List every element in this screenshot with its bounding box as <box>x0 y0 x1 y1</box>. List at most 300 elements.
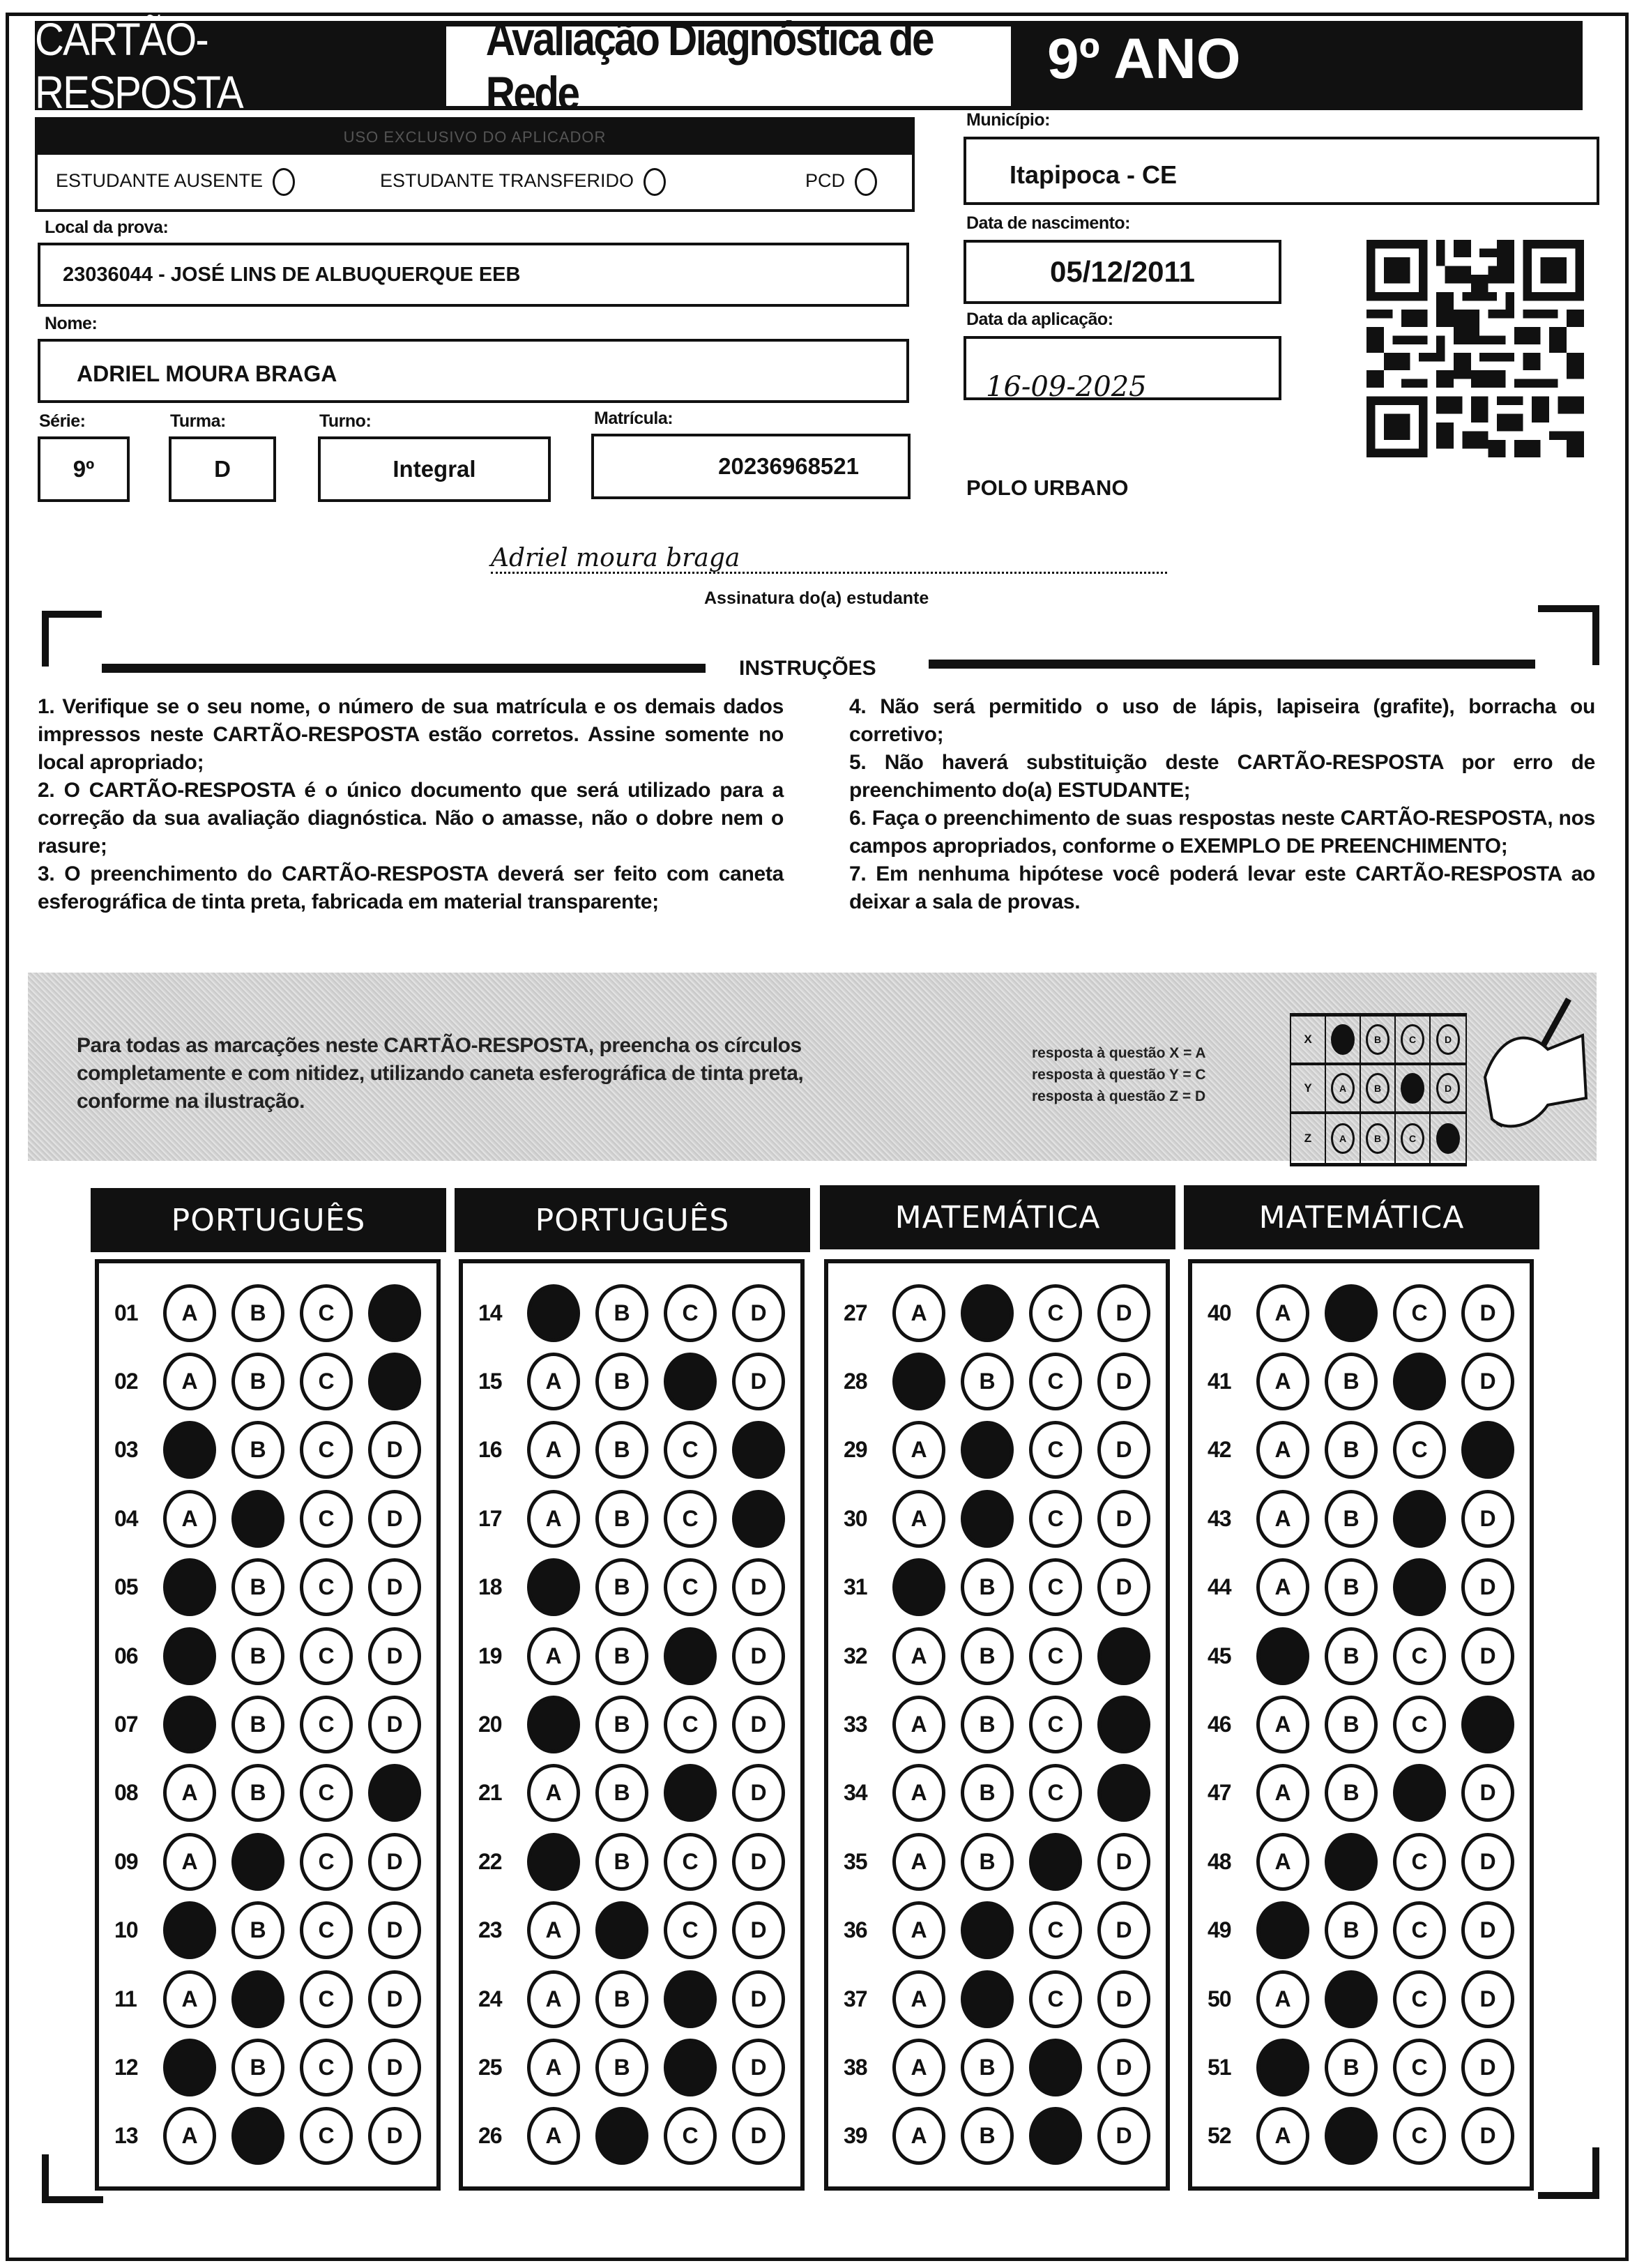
question-number: 38 <box>844 2054 867 2080</box>
answer-bubble-b[interactable]: B <box>961 1764 1014 1822</box>
fill-example-bubble: D <box>1436 1024 1460 1055</box>
answer-bubble-a[interactable]: A <box>527 1764 580 1822</box>
answer-bubble-c[interactable]: C <box>1029 1696 1082 1753</box>
turno-label: Turno: <box>319 411 372 431</box>
fill-example-grid <box>1290 1013 1467 1166</box>
question-row <box>828 1896 1166 1965</box>
answer-bubble-a[interactable]: A <box>1256 2107 1309 2165</box>
answer-bubble-d[interactable]: D <box>368 1558 421 1616</box>
answer-bubble-c[interactable]: C <box>1393 1901 1446 1959</box>
answer-bubble-c[interactable]: C <box>1029 1421 1082 1479</box>
answer-bubble-a[interactable] <box>163 1696 216 1753</box>
question-row <box>99 1553 436 1622</box>
instructions-rule-right <box>929 660 1535 669</box>
answer-bubble-b[interactable] <box>1325 1833 1378 1891</box>
question-row <box>463 1553 800 1622</box>
answer-bubble-a[interactable] <box>163 1558 216 1616</box>
fill-example-bubble: D <box>1436 1073 1460 1104</box>
answer-bubble-b[interactable]: B <box>961 1558 1014 1616</box>
answer-column <box>459 1259 805 2191</box>
absent-checkbox[interactable] <box>273 168 295 196</box>
answer-bubble-b[interactable] <box>1325 1970 1378 2028</box>
answer-bubble-d[interactable]: D <box>1461 1558 1514 1616</box>
answer-bubble-a[interactable]: A <box>163 1764 216 1822</box>
answer-bubble-d[interactable] <box>732 1421 785 1479</box>
answer-bubble-d[interactable]: D <box>368 1833 421 1891</box>
answer-bubble-d[interactable] <box>1461 1421 1514 1479</box>
answer-bubble-c[interactable] <box>664 1353 717 1410</box>
answer-bubble-a[interactable]: A <box>163 1970 216 2028</box>
answer-bubble-b[interactable]: B <box>961 1833 1014 1891</box>
instructions-title: INSTRUÇÕES <box>739 657 876 680</box>
answer-bubble-a[interactable] <box>892 1353 945 1410</box>
answer-bubble-a[interactable] <box>163 1627 216 1685</box>
answer-bubble-b[interactable]: B <box>961 1696 1014 1753</box>
question-number: 49 <box>1208 1917 1231 1943</box>
question-row <box>463 1622 800 1690</box>
fill-example-bubble: B <box>1366 1123 1389 1154</box>
answer-bubble-b[interactable] <box>231 1490 284 1548</box>
answer-bubble-d[interactable] <box>1461 1696 1514 1753</box>
answer-bubble-c[interactable] <box>1393 1353 1446 1410</box>
answer-bubble-a[interactable]: A <box>163 2107 216 2165</box>
question-row <box>463 2102 800 2170</box>
answer-bubble-b[interactable]: B <box>1325 2039 1378 2096</box>
answer-bubble-b[interactable] <box>961 1901 1014 1959</box>
question-row <box>828 1690 1166 1758</box>
answer-bubble-a[interactable]: A <box>1256 1970 1309 2028</box>
answer-bubble-a[interactable]: A <box>892 1833 945 1891</box>
answer-bubble-d[interactable] <box>1097 1627 1150 1685</box>
answer-bubble-a[interactable]: A <box>163 1833 216 1891</box>
answer-bubble-b[interactable]: B <box>231 1558 284 1616</box>
answer-bubble-c[interactable] <box>1393 1764 1446 1822</box>
answer-bubble-a[interactable]: A <box>527 1627 580 1685</box>
transferred-checkbox[interactable] <box>644 168 666 196</box>
answer-bubble-d[interactable]: D <box>732 1970 785 2028</box>
question-row <box>463 1896 800 1965</box>
corner-mark-tr <box>1592 605 1599 665</box>
answer-bubble-d[interactable]: D <box>368 1490 421 1548</box>
answer-bubble-c[interactable] <box>664 1627 717 1685</box>
answer-bubble-c[interactable]: C <box>664 2107 717 2165</box>
question-number: 26 <box>478 2123 502 2149</box>
answer-bubble-a[interactable]: A <box>163 1353 216 1410</box>
answer-bubble-c[interactable]: C <box>1029 1490 1082 1548</box>
answer-bubble-c[interactable]: C <box>664 1421 717 1479</box>
answer-bubble-a[interactable] <box>163 1901 216 1959</box>
answer-bubble-b[interactable]: B <box>231 1421 284 1479</box>
answer-bubble-c[interactable] <box>1029 2039 1082 2096</box>
answer-bubble-c[interactable]: C <box>300 1833 353 1891</box>
answer-bubble-d[interactable]: D <box>368 1970 421 2028</box>
answer-bubble-b[interactable] <box>595 1901 648 1959</box>
answer-bubble-d[interactable] <box>1097 1764 1150 1822</box>
answer-bubble-d[interactable]: D <box>732 1284 785 1342</box>
answer-bubble-b[interactable]: B <box>1325 1627 1378 1685</box>
question-number: 01 <box>114 1300 138 1325</box>
answer-bubble-c[interactable]: C <box>300 1901 353 1959</box>
answer-bubble-d[interactable] <box>368 1353 421 1410</box>
question-number: 24 <box>478 1986 502 2011</box>
answer-bubble-a[interactable] <box>1256 1901 1309 1959</box>
answer-bubble-c[interactable]: C <box>664 1696 717 1753</box>
answer-bubble-a[interactable]: A <box>163 1284 216 1342</box>
answer-bubble-c[interactable]: C <box>300 1490 353 1548</box>
answer-bubble-c[interactable]: C <box>1029 1901 1082 1959</box>
answer-bubble-b[interactable] <box>961 1421 1014 1479</box>
question-number: 28 <box>844 1369 867 1394</box>
applicator-bar: USO EXCLUSIVO DO APLICADOR <box>38 120 912 155</box>
answer-bubble-a[interactable]: A <box>527 1421 580 1479</box>
answer-bubble-c[interactable] <box>1029 1833 1082 1891</box>
answer-bubble-c[interactable]: C <box>1029 1970 1082 2028</box>
answer-bubble-b[interactable]: B <box>231 1353 284 1410</box>
question-number: 46 <box>1208 1712 1231 1737</box>
fill-example-cell <box>1361 1065 1396 1111</box>
answer-bubble-d[interactable]: D <box>1097 1970 1150 2028</box>
answer-bubble-a[interactable] <box>527 1696 580 1753</box>
question-number: 36 <box>844 1917 867 1943</box>
answer-bubble-d[interactable]: D <box>732 2107 785 2165</box>
aplicacao-label: Data da aplicação: <box>966 310 1113 329</box>
pcd-checkbox[interactable] <box>855 168 877 196</box>
answer-bubble-a[interactable] <box>892 1558 945 1616</box>
serie-field: 9º <box>38 436 130 502</box>
instructions-left: 1. Verifique se o seu nome, o número de sua matrícula e os demais dados impressos neste CARTÃO-RESPOSTA estão corretos. Assine somente no local apropriado; 2. O CARTÃO-RESPOSTA é o único documento que será utilizado para a correção da sua avaliação diagnóstica. Não o amasse, não o dobre nem o rasure; 3. O preenchimento do CARTÃO-RESPOSTA deverá ser feito com caneta esferográfica de tinta preta, fabricada em material transparente; <box>38 695 784 913</box>
answer-bubble-a[interactable] <box>163 2039 216 2096</box>
question-number: 21 <box>478 1780 502 1806</box>
answer-bubble-d[interactable]: D <box>1461 1627 1514 1685</box>
question-number: 11 <box>114 1986 137 2011</box>
answer-bubble-a[interactable] <box>1256 1627 1309 1685</box>
municipio-label: Município: <box>966 110 1050 130</box>
answer-bubble-b[interactable]: B <box>1325 1490 1378 1548</box>
pcd-option[interactable]: PCD <box>805 168 877 196</box>
answer-bubble-b[interactable]: B <box>1325 1353 1378 1410</box>
answer-bubble-c[interactable]: C <box>1393 1627 1446 1685</box>
answer-bubble-d[interactable]: D <box>1097 1558 1150 1616</box>
answer-bubble-b[interactable] <box>1325 1284 1378 1342</box>
answer-bubble-c[interactable]: C <box>300 2107 353 2165</box>
answer-bubble-b[interactable] <box>961 1284 1014 1342</box>
answer-bubble-d[interactable]: D <box>1097 1490 1150 1548</box>
answer-bubble-b[interactable]: B <box>231 1901 284 1959</box>
answer-bubble-a[interactable]: A <box>1256 1558 1309 1616</box>
answer-bubble-c[interactable]: C <box>1029 1764 1082 1822</box>
answer-bubble-c[interactable]: C <box>300 1558 353 1616</box>
corner-mark-br-h <box>1538 2192 1599 2199</box>
answer-bubble-c[interactable]: C <box>1029 1284 1082 1342</box>
question-row <box>463 1484 800 1553</box>
answer-bubble-d[interactable]: D <box>732 1353 785 1410</box>
question-number: 33 <box>844 1712 867 1737</box>
answer-bubble-a[interactable]: A <box>527 1970 580 2028</box>
question-number: 44 <box>1208 1574 1231 1600</box>
fill-example-bubble: A <box>1331 1123 1355 1154</box>
matricula-label: Matrícula: <box>594 409 673 428</box>
answer-bubble-c[interactable] <box>1393 1558 1446 1616</box>
answer-bubble-d[interactable]: D <box>732 1558 785 1616</box>
absent-option[interactable]: ESTUDANTE AUSENTE <box>56 168 380 196</box>
fill-example-row <box>1291 1017 1465 1065</box>
fill-example-cell <box>1396 1065 1431 1111</box>
answer-bubble-c[interactable]: C <box>1029 1627 1082 1685</box>
answer-bubble-b[interactable]: B <box>595 1490 648 1548</box>
question-number: 09 <box>114 1848 138 1874</box>
answer-column <box>824 1259 1170 2191</box>
answer-bubble-d[interactable]: D <box>1097 1901 1150 1959</box>
fill-example-cell <box>1361 1017 1396 1063</box>
answer-bubble-b[interactable]: B <box>595 1421 648 1479</box>
question-number: 16 <box>478 1437 502 1463</box>
answer-bubble-c[interactable]: C <box>300 1970 353 2028</box>
answer-bubble-c[interactable]: C <box>300 2039 353 2096</box>
fill-example-bubble: B <box>1366 1073 1389 1104</box>
answer-bubble-d[interactable]: D <box>1097 1421 1150 1479</box>
answer-bubble-c[interactable]: C <box>1393 1833 1446 1891</box>
answer-bubble-a[interactable] <box>527 1833 580 1891</box>
answer-bubble-a[interactable]: A <box>527 1353 580 1410</box>
answer-bubble-b[interactable]: B <box>595 1970 648 2028</box>
answer-bubble-b[interactable] <box>231 1833 284 1891</box>
nome-field: ADRIEL MOURA BRAGA <box>38 339 909 403</box>
answer-bubble-c[interactable] <box>664 2039 717 2096</box>
answer-bubble-d[interactable]: D <box>732 1833 785 1891</box>
answer-bubble-c[interactable]: C <box>300 1764 353 1822</box>
answer-bubble-b[interactable]: B <box>1325 1421 1378 1479</box>
answer-bubble-d[interactable]: D <box>1461 2107 1514 2165</box>
answer-bubble-c[interactable] <box>1393 1490 1446 1548</box>
question-row <box>1192 1759 1530 1827</box>
instructions-right: 4. Não será permitido o uso de lápis, lapiseira (grafite), borracha ou corretivo; 5. Não haverá substituição deste CARTÃO-RESPOSTA por erro de preenchimento do(a) ESTUDANTE; 6. Faça o preenchimento de suas respostas neste CARTÃO-RESPOSTA, nos campos apropriados, conforme o EXEMPLO DE PREENCHIMENTO; 7. Em nenhuma hipótese você poderá levar este CARTÃO-RESPOSTA ao deixar a sala de provas. <box>849 695 1595 913</box>
answer-bubble-c[interactable]: C <box>300 1421 353 1479</box>
answer-bubble-a[interactable]: A <box>1256 1353 1309 1410</box>
question-number: 32 <box>844 1643 867 1668</box>
answer-bubble-b[interactable]: B <box>595 2039 648 2096</box>
answer-bubble-c[interactable]: C <box>664 1284 717 1342</box>
answer-bubble-d[interactable]: D <box>368 2107 421 2165</box>
answer-bubble-d[interactable] <box>732 1490 785 1548</box>
answer-bubble-c[interactable]: C <box>1393 2039 1446 2096</box>
answer-bubble-d[interactable]: D <box>1097 2039 1150 2096</box>
answer-bubble-b[interactable]: B <box>595 1627 648 1685</box>
question-row <box>99 1279 436 1347</box>
answer-bubble-d[interactable]: D <box>368 2039 421 2096</box>
answer-bubble-c[interactable] <box>664 1764 717 1822</box>
answer-bubble-c[interactable]: C <box>300 1353 353 1410</box>
fill-example-text: Para todas as marcações neste CARTÃO-RESPOSTA, preencha os círculos completamente e com nitidez, utilizando caneta esferográfica de tinta preta, conforme na ilustração. <box>77 1034 804 1113</box>
question-number: 25 <box>478 2054 502 2080</box>
answer-bubble-d[interactable]: D <box>732 1696 785 1753</box>
fill-example-bubble <box>1401 1073 1424 1104</box>
answer-bubble-a[interactable]: A <box>892 2107 945 2165</box>
answer-bubble-c[interactable] <box>664 1970 717 2028</box>
question-number: 12 <box>114 2054 138 2080</box>
fill-example-cell <box>1396 1114 1431 1163</box>
answer-bubble-b[interactable]: B <box>595 1833 648 1891</box>
answer-bubble-a[interactable]: A <box>1256 1490 1309 1548</box>
answer-bubble-c[interactable]: C <box>1029 1558 1082 1616</box>
question-row <box>463 1416 800 1484</box>
answer-column <box>95 1259 441 2191</box>
answer-bubble-d[interactable]: D <box>1461 1284 1514 1342</box>
answer-bubble-a[interactable] <box>527 1558 580 1616</box>
answer-bubble-a[interactable]: A <box>1256 1833 1309 1891</box>
question-row <box>463 1759 800 1827</box>
answer-bubble-b[interactable]: B <box>595 1558 648 1616</box>
answer-bubble-b[interactable]: B <box>1325 1764 1378 1822</box>
answer-bubble-b[interactable]: B <box>1325 1558 1378 1616</box>
answer-bubble-d[interactable]: D <box>368 1627 421 1685</box>
answer-bubble-b[interactable]: B <box>961 1353 1014 1410</box>
question-number: 14 <box>478 1300 502 1325</box>
answer-bubble-b[interactable]: B <box>595 1696 648 1753</box>
answer-bubble-b[interactable] <box>961 1970 1014 2028</box>
question-number: 41 <box>1208 1369 1231 1394</box>
hand-pen-icon <box>1471 994 1590 1133</box>
answer-bubble-b[interactable]: B <box>595 1353 648 1410</box>
question-row <box>1192 1965 1530 2033</box>
answer-bubble-c[interactable] <box>1029 2107 1082 2165</box>
answer-bubble-a[interactable]: A <box>892 2039 945 2096</box>
answer-bubble-d[interactable]: D <box>1461 1353 1514 1410</box>
answer-bubble-d[interactable]: D <box>732 1627 785 1685</box>
answer-bubble-b[interactable]: B <box>231 1284 284 1342</box>
fill-example-bubble: C <box>1401 1024 1424 1055</box>
answer-bubble-c[interactable]: C <box>1029 1353 1082 1410</box>
answer-bubble-d[interactable] <box>1097 1696 1150 1753</box>
answer-bubble-c[interactable]: C <box>300 1627 353 1685</box>
qr-code-icon <box>1366 240 1584 457</box>
answer-bubble-d[interactable]: D <box>1097 2107 1150 2165</box>
answer-bubble-a[interactable]: A <box>527 2039 580 2096</box>
answer-bubble-d[interactable]: D <box>732 1901 785 1959</box>
answer-bubble-a[interactable]: A <box>527 1901 580 1959</box>
answer-bubble-a[interactable]: A <box>892 1901 945 1959</box>
answer-bubble-a[interactable] <box>1256 2039 1309 2096</box>
answer-bubble-c[interactable]: C <box>664 1833 717 1891</box>
fill-example-row <box>1291 1065 1465 1114</box>
question-row <box>828 1484 1166 1553</box>
answer-bubble-c[interactable]: C <box>1393 2107 1446 2165</box>
answer-bubble-a[interactable]: A <box>892 1421 945 1479</box>
answer-bubble-b[interactable]: B <box>961 2039 1014 2096</box>
answer-bubble-a[interactable]: A <box>892 1490 945 1548</box>
answer-bubble-d[interactable]: D <box>368 1696 421 1753</box>
answer-bubble-a[interactable]: A <box>892 1970 945 2028</box>
answer-bubble-b[interactable] <box>961 1490 1014 1548</box>
question-number: 31 <box>844 1574 867 1600</box>
answer-bubble-b[interactable] <box>1325 2107 1378 2165</box>
answer-bubble-d[interactable]: D <box>368 1901 421 1959</box>
answer-bubble-a[interactable]: A <box>527 1490 580 1548</box>
answer-bubble-d[interactable]: D <box>1461 1901 1514 1959</box>
answer-bubble-a[interactable]: A <box>163 1490 216 1548</box>
answer-bubble-c[interactable]: C <box>1393 1970 1446 2028</box>
fill-example-bubble: A <box>1331 1073 1355 1104</box>
answer-bubble-b[interactable]: B <box>595 1764 648 1822</box>
question-number: 13 <box>114 2123 138 2149</box>
question-row <box>1192 1484 1530 1553</box>
card-label: CARTÃO-RESPOSTA <box>35 21 397 110</box>
answer-bubble-d[interactable]: D <box>368 1421 421 1479</box>
answer-bubble-b[interactable]: B <box>231 2039 284 2096</box>
answer-bubble-a[interactable]: A <box>1256 1284 1309 1342</box>
answer-bubble-a[interactable]: A <box>1256 1696 1309 1753</box>
fill-example-cell <box>1326 1017 1361 1063</box>
answer-bubble-b[interactable]: B <box>231 1627 284 1685</box>
answer-bubble-a[interactable] <box>527 1284 580 1342</box>
answer-bubble-d[interactable]: D <box>1461 1833 1514 1891</box>
answer-bubble-c[interactable]: C <box>300 1284 353 1342</box>
answer-bubble-d[interactable]: D <box>1461 1970 1514 2028</box>
question-number: 02 <box>114 1369 138 1394</box>
answer-bubble-b[interactable]: B <box>961 2107 1014 2165</box>
answer-bubble-d[interactable]: D <box>732 1764 785 1822</box>
answer-bubble-b[interactable] <box>231 2107 284 2165</box>
answer-bubble-c[interactable]: C <box>300 1696 353 1753</box>
answer-bubble-d[interactable]: D <box>1097 1284 1150 1342</box>
question-row <box>1192 2033 1530 2101</box>
question-number: 10 <box>114 1917 138 1943</box>
answer-bubble-b[interactable]: B <box>595 1284 648 1342</box>
question-number: 52 <box>1208 2123 1231 2149</box>
transferred-option[interactable]: ESTUDANTE TRANSFERIDO <box>380 168 805 196</box>
answer-bubble-b[interactable]: B <box>231 1764 284 1822</box>
answer-bubble-d[interactable]: D <box>1461 2039 1514 2096</box>
answer-bubble-a[interactable]: A <box>892 1284 945 1342</box>
answer-bubble-b[interactable]: B <box>1325 1901 1378 1959</box>
answer-bubble-d[interactable]: D <box>1461 1764 1514 1822</box>
answer-bubble-d[interactable]: D <box>1097 1833 1150 1891</box>
answer-bubble-a[interactable]: A <box>1256 1421 1309 1479</box>
answer-bubble-a[interactable]: A <box>1256 1764 1309 1822</box>
answer-bubble-a[interactable]: A <box>892 1696 945 1753</box>
question-row <box>828 1827 1166 1896</box>
question-row <box>99 1965 436 2033</box>
answer-bubble-a[interactable]: A <box>892 1627 945 1685</box>
answer-bubble-b[interactable]: B <box>231 1696 284 1753</box>
answer-bubble-b[interactable] <box>231 1970 284 2028</box>
answer-bubble-c[interactable]: C <box>1393 1696 1446 1753</box>
question-row <box>1192 1622 1530 1690</box>
answer-bubble-d[interactable]: D <box>1461 1490 1514 1548</box>
answer-bubble-c[interactable]: C <box>664 1490 717 1548</box>
answer-bubble-a[interactable]: A <box>892 1764 945 1822</box>
answer-bubble-c[interactable]: C <box>664 1558 717 1616</box>
question-number: 40 <box>1208 1300 1231 1325</box>
subject-header: MATEMÁTICA <box>820 1185 1175 1249</box>
answer-bubble-a[interactable]: A <box>527 2107 580 2165</box>
answer-bubble-c[interactable]: C <box>1393 1421 1446 1479</box>
answer-bubble-d[interactable]: D <box>732 2039 785 2096</box>
answer-bubble-b[interactable]: B <box>1325 1696 1378 1753</box>
fill-example-bubble <box>1331 1024 1355 1055</box>
answer-bubble-c[interactable]: C <box>664 1901 717 1959</box>
answer-bubble-a[interactable] <box>163 1421 216 1479</box>
applicator-section <box>35 117 915 212</box>
answer-bubble-b[interactable]: B <box>961 1627 1014 1685</box>
answer-bubble-d[interactable] <box>368 1764 421 1822</box>
question-row <box>99 1690 436 1758</box>
answer-bubble-d[interactable] <box>368 1284 421 1342</box>
answer-bubble-c[interactable]: C <box>1393 1284 1446 1342</box>
question-row <box>828 1553 1166 1622</box>
fill-example-row <box>1291 1114 1465 1163</box>
answer-bubble-b[interactable] <box>595 2107 648 2165</box>
answer-bubble-d[interactable]: D <box>1097 1353 1150 1410</box>
